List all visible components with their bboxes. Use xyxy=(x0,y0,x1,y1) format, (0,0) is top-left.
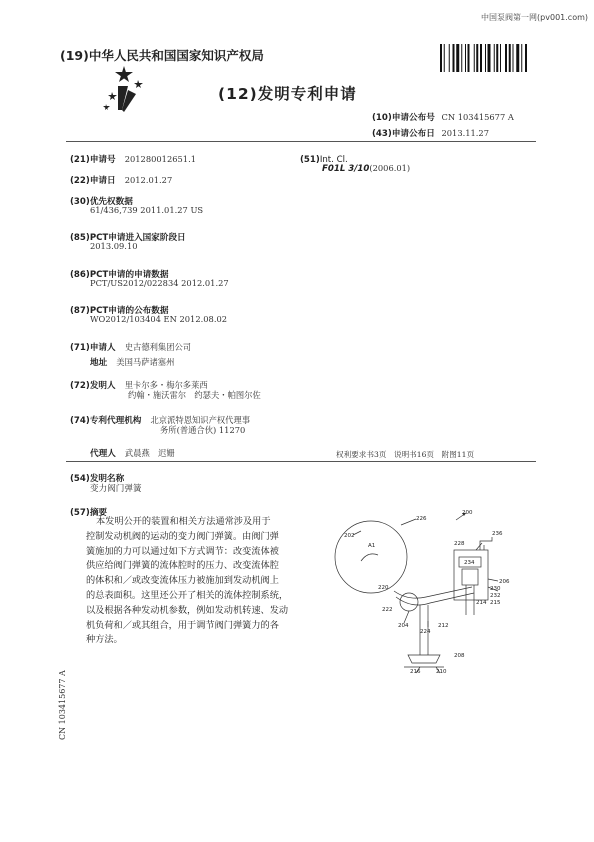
doc-type-label: 发明专利申请 xyxy=(257,85,357,103)
fig-label: 228 xyxy=(454,541,465,547)
pub-no-code: (10) xyxy=(372,113,392,123)
barcode-bar xyxy=(500,44,501,72)
invention-title-value: 变力阀门弹簧 xyxy=(90,484,142,494)
field-invention-title: (54)发明名称 xyxy=(70,474,125,484)
fig-label: 206 xyxy=(499,579,510,585)
field-address: 地址 美国马萨诸塞州 xyxy=(90,357,175,368)
barcode-bar xyxy=(509,44,511,72)
patent-figure xyxy=(316,505,526,675)
national-emblem-logo xyxy=(98,64,150,116)
pct-publication-value: WO2012/103404 EN 2012.08.02 xyxy=(90,314,228,324)
barcode-bar xyxy=(521,44,522,72)
page-counts: 权利要求书3页 说明书16页 附图11页 xyxy=(336,450,475,459)
field-pct-publication: (87)PCT申请的公布数据 xyxy=(70,306,169,316)
fig-label: 204 xyxy=(398,623,409,629)
field-applicant: (71)申请人 史古德利集团公司 xyxy=(70,342,192,353)
fig-label: 224 xyxy=(420,629,431,635)
abstract-line: 本发明公开的装置和相关方法通常涉及用于 xyxy=(96,516,271,527)
field-agent: 代理人 武晨燕 迟姗 xyxy=(90,448,175,459)
barcode-bar xyxy=(468,44,470,72)
fig-label: A1 xyxy=(368,543,376,549)
fig-label: 220 xyxy=(378,585,389,591)
barcode-bar xyxy=(496,44,498,72)
barcode-bar xyxy=(461,44,462,72)
barcode-bar xyxy=(444,44,445,72)
abstract-line: 控制发动机阀的运动的变力阀门弹簧。由阀门弹 xyxy=(86,530,279,542)
inventors-line2: 约翰・施沃雷尔 约瑟夫・帕图尔佐 xyxy=(128,390,261,400)
barcode-bar xyxy=(465,44,466,72)
field-pct-application: (86)PCT申请的申请数据 xyxy=(70,270,169,280)
fig-label: 216 xyxy=(410,669,421,675)
barcode-bar xyxy=(474,44,475,72)
barcode-bar xyxy=(485,44,486,72)
fig-label: 232 xyxy=(490,593,501,599)
fig-label: 215 xyxy=(490,600,501,606)
pub-no-value: CN 103415677 A xyxy=(441,112,514,122)
publication-date-row xyxy=(372,127,489,139)
fig-label: 210 xyxy=(436,669,447,675)
pct-national-value: 2013.09.10 xyxy=(90,241,138,251)
abstract-line: 机负荷和／或其组合，用于调节阀门弹簧力的各 xyxy=(86,619,279,631)
abstract-text xyxy=(86,515,296,648)
barcode-bar xyxy=(453,44,455,72)
field-inventors: (72)发明人 里卡尔多・梅尔多莱西 xyxy=(70,380,208,391)
barcode-bar xyxy=(525,44,527,72)
abstract-line: 的体积和／或改变流体压力被施加到发动机阀上 xyxy=(86,575,279,587)
abstract-line: 以及根据各种发动机参数，例如发动机转速、发动 xyxy=(86,604,289,616)
barcode-bar xyxy=(456,44,459,72)
barcode-bar xyxy=(440,44,442,72)
pct-application-value: PCT/US2012/022834 2012.01.27 xyxy=(90,278,229,288)
barcode-bar xyxy=(505,44,507,72)
field-application-date: (22)申请日 2012.01.27 xyxy=(70,175,173,186)
ipc-class: F01L 3/10(2006.01) xyxy=(322,163,411,174)
fig-label: 200 xyxy=(462,510,473,516)
fig-label: 226 xyxy=(416,516,427,522)
barcode-bar xyxy=(449,44,450,72)
cam-wheel xyxy=(335,521,407,593)
pub-date-label: 申请公布日 xyxy=(391,129,435,139)
fig-label: 236 xyxy=(492,531,503,537)
pub-no-label: 申请公布号 xyxy=(391,113,435,123)
pub-date-value: 2013.11.27 xyxy=(441,128,489,138)
issuing-office xyxy=(60,46,264,64)
barcode-bar xyxy=(516,44,519,72)
abstract-line: 供应给阀门弹簧的流体腔时的压力、改变流体腔 xyxy=(86,560,279,572)
document-type-title xyxy=(218,82,357,104)
side-publication-number: CN 103415677 A xyxy=(58,670,67,740)
header-divider xyxy=(66,141,536,142)
barcode-bar xyxy=(494,44,495,72)
fig-label: 202 xyxy=(344,533,355,539)
publication-number-row xyxy=(372,111,514,123)
field-agency: (74)专利代理机构 北京派特恩知识产权代理事 xyxy=(70,415,251,426)
doc-type-code: (12) xyxy=(218,85,258,103)
field-priority-data: (30)优先权数据 xyxy=(70,197,133,207)
abstract-line: 的总表面积。这里还公开了相关的流体控制系统， xyxy=(86,589,289,601)
barcode-bar xyxy=(476,44,478,72)
pub-date-code: (43) xyxy=(372,129,392,139)
barcode-bar xyxy=(488,44,491,72)
abstract-line: 簧施加的力可以通过如下方式调节：改变流体被 xyxy=(86,545,279,557)
barcode-bar xyxy=(480,44,482,72)
field-pct-national-phase: (85)PCT申请进入国家阶段日 xyxy=(70,233,186,243)
fig-label: 208 xyxy=(454,653,465,659)
fig-label: 214 xyxy=(476,600,487,606)
fig-label: 212 xyxy=(438,623,449,629)
priority-value: 61/436,739 2011.01.27 US xyxy=(90,205,204,215)
fig-label: 234 xyxy=(464,560,475,566)
abstract-line: 种方法。 xyxy=(86,634,123,646)
fig-label: 222 xyxy=(382,607,393,613)
field-ipc: (51)Int. Cl. xyxy=(300,155,348,165)
agency-line2: 务所(普通合伙) 11270 xyxy=(160,425,246,435)
abstract-divider xyxy=(66,461,536,462)
barcode xyxy=(440,44,550,72)
office-name: 中华人民共和国国家知识产权局 xyxy=(88,48,264,63)
field-abstract: (57)摘要 xyxy=(70,508,108,518)
fig-label: 230 xyxy=(490,586,501,592)
office-code: (19) xyxy=(60,48,89,63)
barcode-bar xyxy=(513,44,514,72)
field-application-number: (21)申请号 201280012651.1 xyxy=(70,154,196,165)
site-watermark: 中国泵阀第一网(pv001.com) xyxy=(481,13,588,22)
